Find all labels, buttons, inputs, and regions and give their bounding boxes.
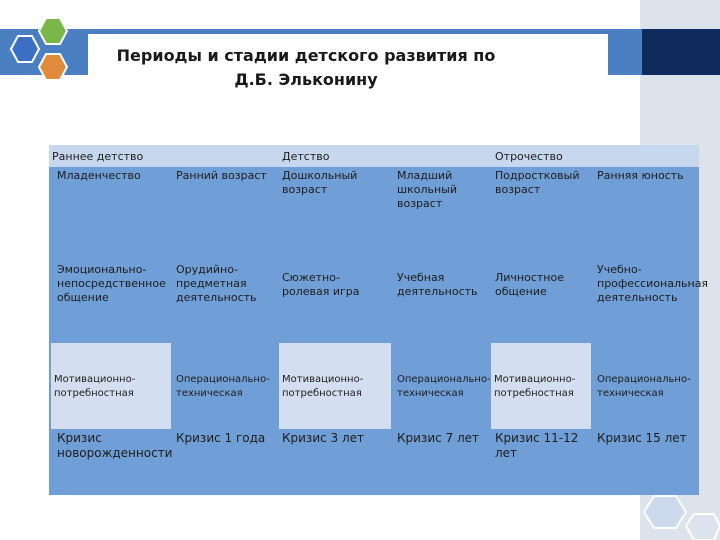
table-cell: Сюжетно-ролевая игра [282,271,360,298]
table-cell: Операционально-техническая [597,374,691,399]
hexagon-logo-icon [6,14,86,86]
table-cell: Эмоционально-непосредственное общение [57,263,166,304]
periods-table [49,145,709,495]
table-cell: Дошкольный возраст [282,169,358,196]
table-cell: Мотивационно-потребностная [491,343,591,429]
table-cell: Ранний возраст [176,169,267,182]
table-cell: Кризис новорожденности [57,431,173,460]
table-cell: Кризис 1 года [176,431,266,445]
table-cell: Орудийно-предметная деятельность [176,263,257,304]
hex-blue-icon [11,36,39,62]
hexagon-decor-icon [620,478,720,540]
page-title: Периоды и стадии детского развития по Д.Б. Эльконину [116,46,496,89]
table-cell: Операционально-техническая [176,374,270,399]
table-cell: Мотивационно-потребностная [279,343,391,429]
table-cell: Подростковый возраст [495,169,580,196]
table-row-activities [49,259,709,343]
table-row-stages [49,167,699,259]
header-cell: Раннее детство [52,150,144,163]
table-cell: Операционально-техническая [397,374,491,399]
table-row-crises [49,429,699,495]
hex-green-icon [39,18,67,44]
table-cell: Личностное общение [495,271,564,298]
title-band-dark-block [642,29,720,75]
hex-orange-icon [39,54,67,80]
table-cell: Кризис 7 лет [397,431,480,445]
table-cell: Кризис 15 лет [597,431,687,445]
table-cell: Кризис 11-12 лет [495,431,579,460]
table-cell: Ранняя юность [597,169,684,182]
table-cell: Мотивационно-потребностная [51,343,171,429]
header-cell: Отрочество [495,150,563,163]
table-cell: Младенчество [57,169,141,182]
table-row-spheres [49,343,699,429]
header-cell: Детство [282,150,330,163]
table-cell: Учебно-профессиональная деятельность [597,263,709,304]
table-cell: Учебная деятельность [397,271,478,298]
table-cell: Младший школьный возраст [397,169,457,210]
table-cell: Кризис 3 лет [282,431,365,445]
table-header-row [49,145,699,167]
